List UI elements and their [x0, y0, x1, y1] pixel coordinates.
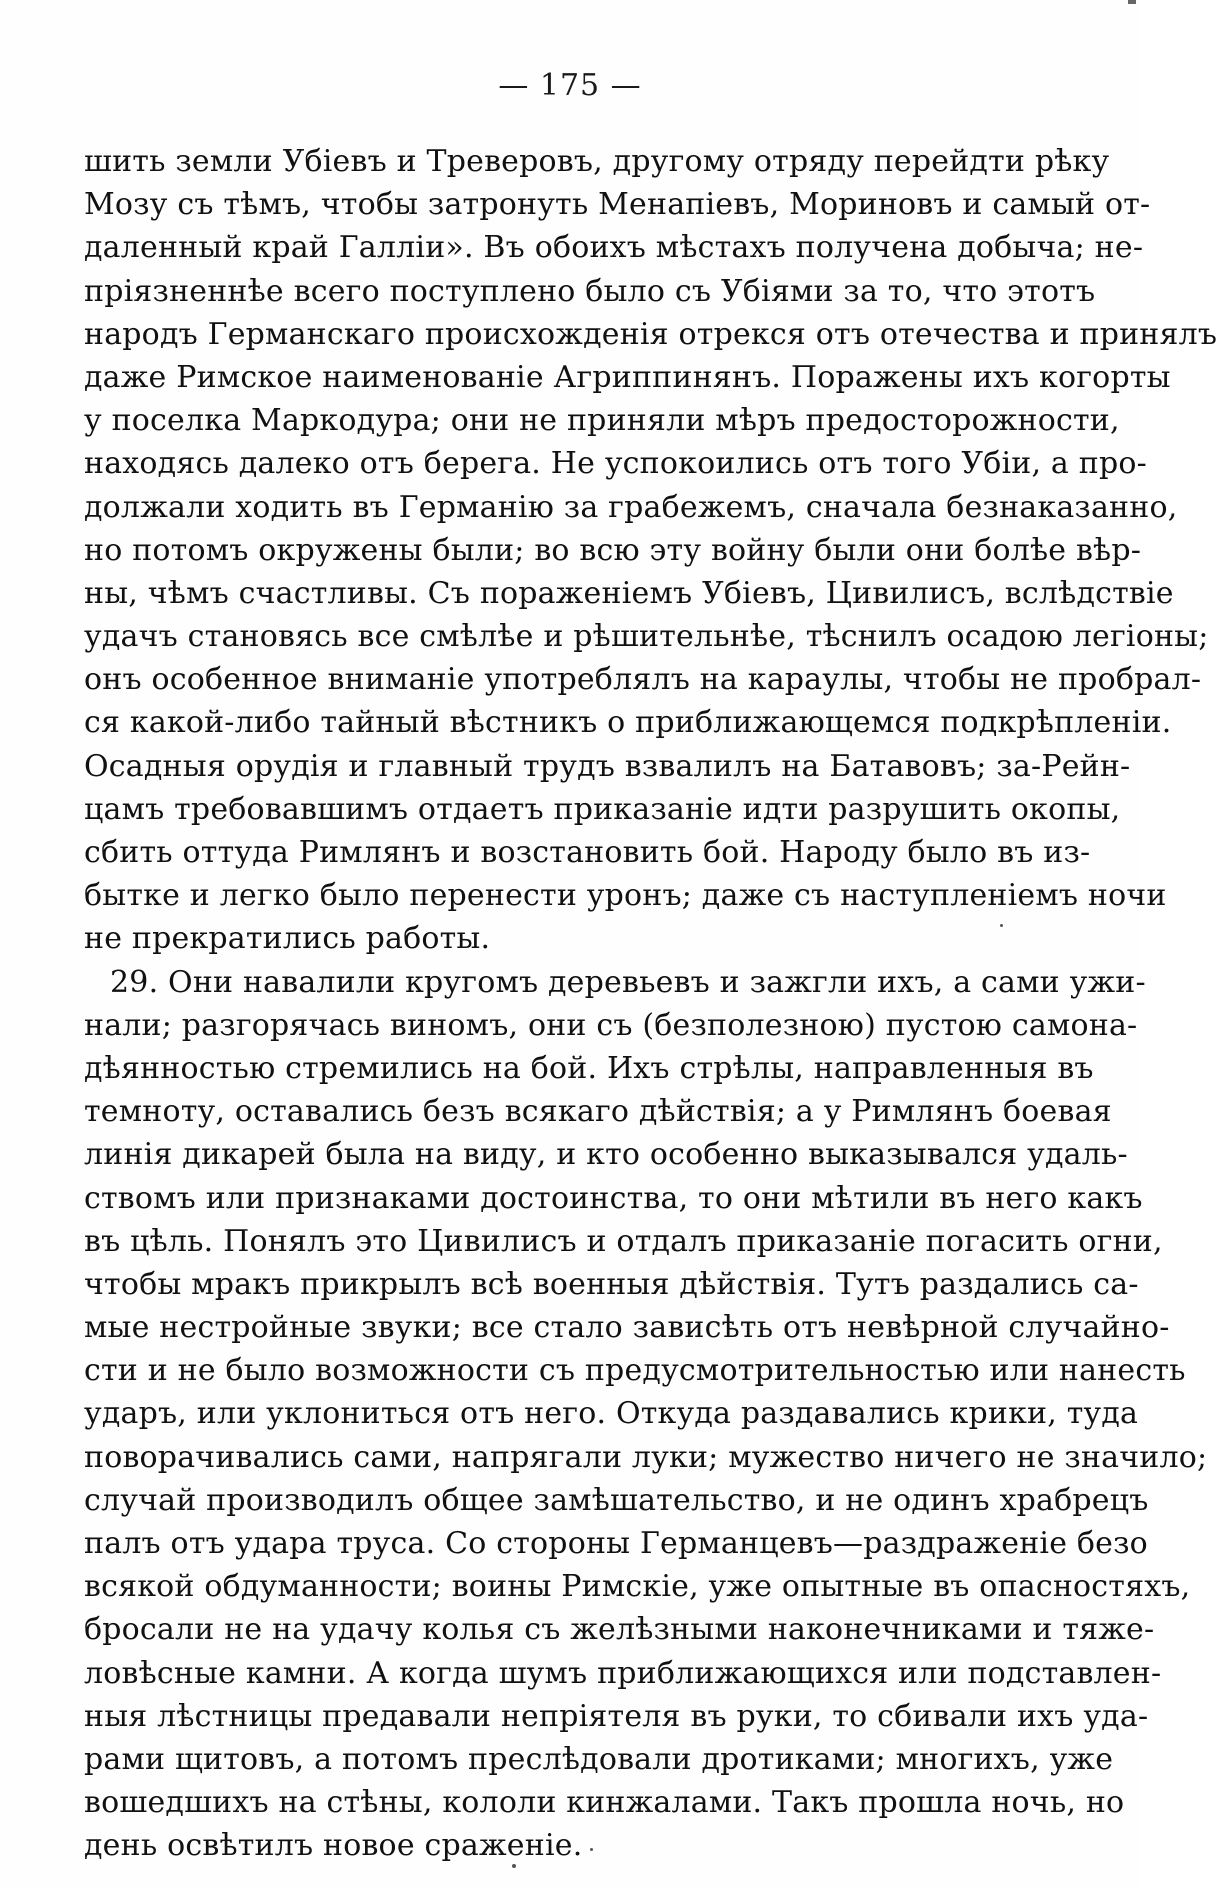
text-line: бросали не на удачу колья съ желѣзными наконечниками и тяже- — [84, 1612, 1155, 1648]
text-line: ствомъ или признаками достоинства, то они мѣтили въ него какъ — [84, 1180, 1143, 1216]
ink-speck — [1000, 924, 1003, 927]
text-line: палъ отъ удара труса. Со стороны Германцевъ—раздраженiе безо — [84, 1526, 1148, 1561]
text-line: должали ходить въ Германiю за грабежемъ, сначала безнаказанно, — [84, 489, 1178, 525]
text-line: поворачивались сами, напрягали луки; мужество ничего не значило; — [84, 1439, 1208, 1475]
text-line: дѣянностью стремились на бой. Ихъ стрѣлы, направленныя въ — [84, 1050, 1094, 1086]
text-line: находясь далеко отъ берега. Не успокоились отъ того Убiи, а про- — [84, 446, 1147, 482]
text-line: ны, чѣмъ счастливы. Съ пораженiемъ Убiевъ, Цивилисъ, вслѣдствiе — [84, 575, 1174, 611]
text-line: шить земли Убiевъ и Треверовъ, другому отряду перейдти рѣку — [84, 144, 1110, 179]
text-line: Осадныя орудiя и главный трудъ взвалилъ на Батавовъ; за-Рейн- — [84, 748, 1131, 784]
text-line: ударъ, или уклониться отъ него. Откуда раздавались крики, туда — [84, 1396, 1139, 1432]
text-line: прiязненнѣе всего поступлено было съ Убiями за то, что этотъ — [84, 273, 1096, 309]
text-line: темноту, оставались безъ всякаго дѣйствiя; а у Римлянъ боевая — [84, 1094, 1112, 1130]
scan-edge-mark — [1128, 0, 1136, 4]
ink-speck — [590, 1848, 593, 1851]
page-number: — 175 — — [498, 68, 642, 103]
text-line: чтобы мракъ прикрылъ всѣ военныя дѣйствiя. Тутъ раздались са- — [84, 1266, 1139, 1302]
text-line: въ цѣль. Понялъ это Цивилисъ и отдалъ приказанiе погасить огни, — [84, 1223, 1163, 1259]
text-line: рами щитовъ, а потомъ преслѣдовали дротиками; многихъ, уже — [84, 1741, 1114, 1777]
paragraph-end-line: день освѣтилъ новое сраженiе. — [84, 1828, 583, 1864]
text-line: сти и не было возможности съ предусмотрительностью или нанесть — [84, 1353, 1186, 1389]
text-line: удачъ становясь все смѣлѣе и рѣшительнѣе, тѣснилъ осадою легiоны; — [84, 619, 1209, 655]
text-line: онъ особенное вниманiе употреблялъ на караулы, чтобы не пробрал- — [84, 662, 1202, 698]
text-line: случай производилъ общее замѣшательство, и не одинъ храбрецъ — [84, 1482, 1149, 1518]
text-line: ся какой-либо тайный вѣстникъ о приближающемся подкрѣпленiи. — [84, 705, 1172, 741]
text-line: у поселка Маркодура; они не приняли мѣръ предосторожности, — [84, 403, 1120, 439]
text-line: ловѣсные камни. А когда шумъ приближающихся или подставлен- — [84, 1655, 1162, 1691]
text-line: ныя лѣстницы предавали непрiятеля въ руки, то сбивали ихъ уда- — [84, 1698, 1149, 1734]
paragraph-end-line: не прекратились работы. — [84, 921, 491, 957]
text-line: вошедшихъ на стѣны, кололи кинжалами. Такъ прошла ночь, но — [84, 1785, 1125, 1821]
ink-speck — [512, 1864, 516, 1868]
text-line: бытке и легко было перенести уронъ; даже съ наступленiемъ ночи — [84, 878, 1167, 914]
text-line: всякой обдуманности; воины Римскiе, уже опытные въ опасностяхъ, — [84, 1569, 1191, 1605]
text-line: сбить оттуда Римлянъ и возстановить бой. Народу было въ из- — [84, 835, 1091, 870]
text-line: Мозу съ тѣмъ, чтобы затронуть Менапiевъ, Мориновъ и самый от- — [84, 187, 1151, 223]
text-line: линiя дикарей была на виду, и кто особенно выказывался удаль- — [84, 1137, 1128, 1173]
body-text — [84, 140, 1217, 1868]
text-line: цамъ требовавшимъ отдаетъ приказанiе идти разрушить окопы, — [84, 791, 1121, 827]
text-line: нали; разгорячась виномъ, они съ (безполезною) пустою самона- — [84, 1007, 1138, 1043]
text-line: даже Римское наименованiе Агриппинянъ. Поражены ихъ когорты — [84, 359, 1171, 395]
section-29-first-line: 29. Они навалили кругомъ деревьевъ и зажгли ихъ, а сами ужи- — [110, 964, 1146, 1000]
text-line: народъ Германскаго происхожденiя отрекся отъ отечества и принялъ — [84, 316, 1217, 352]
text-line: даленный край Галлiи». Въ обоихъ мѣстахъ получена добыча; не- — [84, 230, 1144, 266]
text-line: мые нестройные звуки; все стало зависѣть отъ невѣрной случайно- — [84, 1310, 1170, 1346]
text-line: но потомъ окружены были; во всю эту войну были они болѣе вѣр- — [84, 532, 1142, 568]
